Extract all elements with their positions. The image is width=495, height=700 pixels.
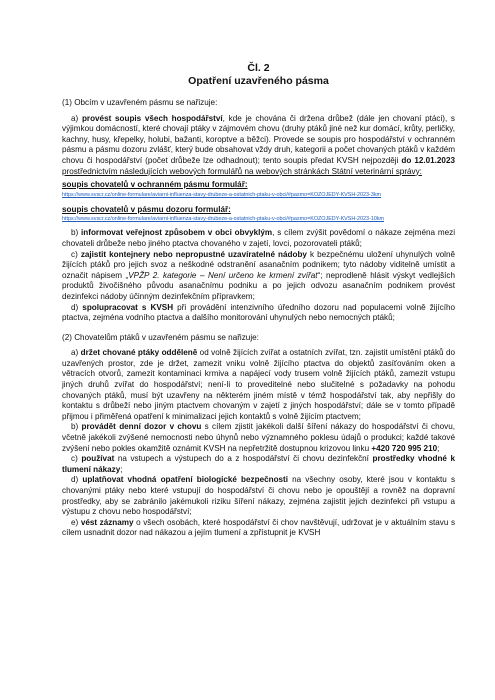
form-1-link[interactable]: https://www.svscr.cz/online-formulare/aviarni-influenza-stavy-drubeze-a-ostatnich-ptaku-v-obci/#pasmo=KOZOJEDY-KVSH-2023-3km bbox=[62, 191, 382, 198]
form-2-link[interactable]: https://www.svscr.cz/online-formulare/aviarni-influenza-stavy-drubeze-a-ostatnich-ptaku-v-obci/#pasmo=KOZOJEDY-KVSH-2023-10km bbox=[62, 216, 385, 223]
section-1-item-b: b) informovat veřejnost způsobem v obci obvyklým, s cílem zvýšit povědomí o nákaze zejména mezi chovateli drůbeže nebo jiného ptactva chovaného v zajetí, lovci, pozorovateli ptáků; bbox=[62, 228, 456, 248]
section-1-item-c: c) zajistit kontejnery nebo nepropustné uzavíratelné nádoby k bezpečnému uložení uhynulých volně žijících ptáků pro jejich svoz a neškodné odstranění asanačním podnikem; tyto nádoby viditelně umístit a označit nápisem „VPŽP 2. kategorie – Není určeno ke krmení zvířat“; neprodleně hlásit výskyt vedlejších produktů živočišného původu asanačnímu podniku a po jejich odvozu asanačním podnikem provést dezinfekci nádoby účinným dezinfekčním přípravkem; bbox=[62, 249, 455, 301]
article-number: Čl. 2 bbox=[247, 62, 270, 74]
section-2-intro: (2) Chovatelům ptáků v uzavřeném pásmu se nařizuje: bbox=[62, 332, 259, 342]
section-2-item-e: e) vést záznamy o všech osobách, které hospodářství či chov navštěvují, udržovat je v aktuálním stavu s cílem usnadnit dozor nad nákazou a jejím tlumení a zpřístupnit je KVSH bbox=[62, 517, 456, 538]
section-2-item-b: b) provádět denní dozor v chovu s cílem zjistit jakékoli další šíření nákazy do hospodářství či chovu, včetně jakékoli zvýšené nemocnosti nebo úhynů nebo významného poklesu údajů o produkci; každé takové zvýšení nebo pokles okamžitě oznámit KVSH na nepřetržitě dostupnou krizovou linku +420 720 995 210; bbox=[62, 422, 455, 453]
section-1-item-a: a) provést soupis všech hospodářství, kde je chována či držena drůbež (dále jen chovaní ptáci), s výjimkou domácností, které chovají ptáky v zájmovém chovu (druhy ptáků jiné než kur domácí, krůty, perličky, kachny, husy, křepelky, holubi, bažanti, koroptve a běžci). Provede se soupis pro hospodářství v ochranném pásmu a pásmu dozoru zvlášť, který bude obsahovat vždy druh, kategorii a počet chovaných ptáků v každém chovu či hospodářství (počet drůbeže lze odhadnout); tento soupis předat KVSH nejpozději do 12.01.2023 prostřednictvím následujících webových formulářů na webových stránkách Státní veterinární správy: bbox=[62, 113, 456, 176]
section-1-intro: (1) Obcím v uzavřeném pásmu se nařizuje: bbox=[62, 98, 218, 107]
section-2-item-d: d) uplatňovat vhodná opatření biologické bezpečnosti na všechny osoby, které jsou v kontaktu s chovanými ptáky nebo které vstupují do hospodářství či chovu nebo je opouštějí a rovněž na dopravní prostředky, aby se zabránilo jakémukoli riziku šíření nákazy, zejména zajistit jejich dezinfekci při vstupu a výstupu z chovu nebo hospodářství; bbox=[62, 475, 456, 517]
form-2-label: soupis chovatelů v pásmu dozoru formulář: bbox=[62, 204, 231, 214]
section-2-item-a: a) držet chované ptáky odděleně od volně žijících zvířat a ostatních zvířat, tzn. zajistit umístění ptáků do uzavřených prostor, zde je držet, zamezit vniku volně žijícího ptactva do objektů zasíťováním oken a větracích otvorů, zamezit kontaminaci krmiva a napájecí vody trusem volně žijících ptáků, zamezit vstupu jiných druhů zvířat do hospodářství; není-li to proveditelné nebo slučitelné s požadavky na pohodu chovaných ptáků, musí být uzavřeny na některém jiném místě v témž hospodářství tak, aby nepřišly do kontaktu s drůbeží nebo jiným ptactvem chovaným v zajetí z jiných hospodářství; dále se v tomto případě přijmou i přiměřená opatření k minimalizaci jejich kontaktů s volně žijícím ptactvem; bbox=[62, 348, 455, 421]
form-1-label: soupis chovatelů v ochranném pásmu formulář: bbox=[62, 180, 248, 190]
section-1-item-d: d) spolupracovat s KVSH při provádění intenzivního úředního dozoru nad populacemi volně žijícího ptactva, zejména vodního ptactva a dalšího monitorování uhynulých nebo nemocných ptáků; bbox=[62, 302, 455, 323]
section-2-item-c: c) používat na vstupech a výstupech do a z hospodářství či chovu dezinfekční prostředky vhodné k tlumení nákazy; bbox=[62, 454, 456, 474]
article-title: Opatření uzavřeného pásma bbox=[188, 75, 329, 87]
